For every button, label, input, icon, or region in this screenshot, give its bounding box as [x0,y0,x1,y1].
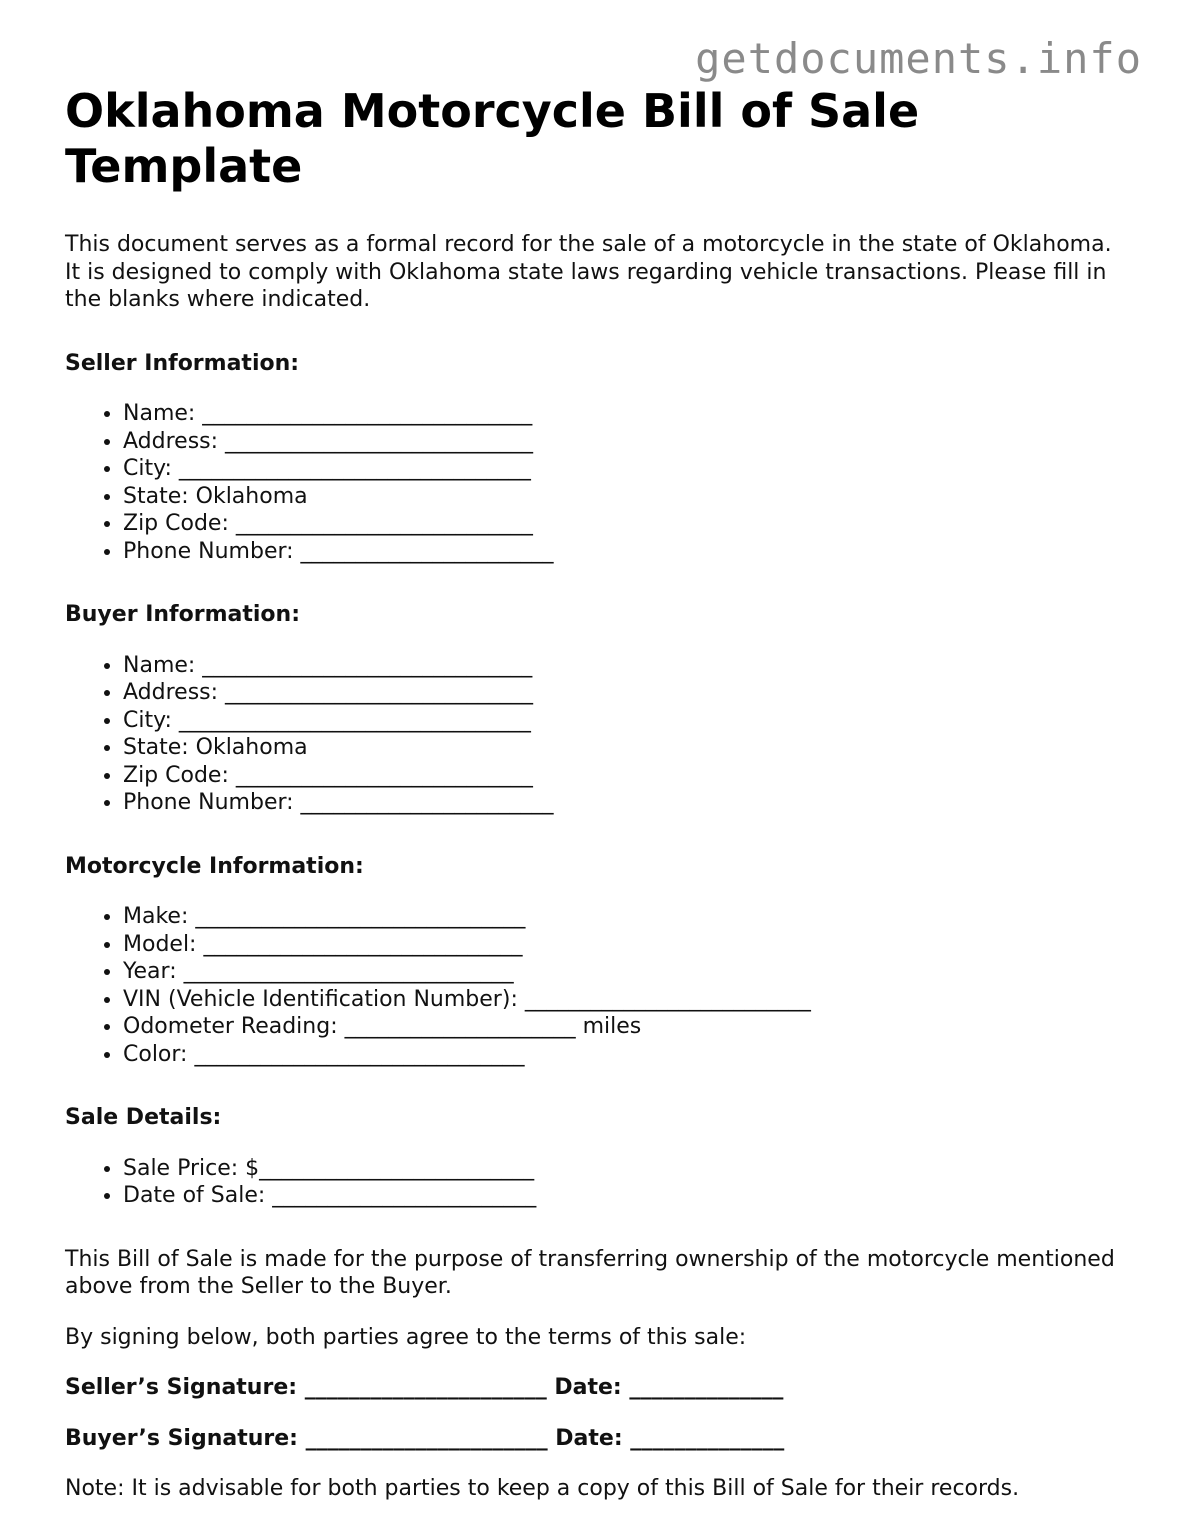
buyer-city-field: • City: ________________________________ [123,707,1125,735]
buyer-name-field: • Name: ______________________________ [123,652,1125,680]
motorcycle-list [65,903,1125,1068]
buyer-state-field: • State: Oklahoma [123,734,1125,762]
note-paragraph: Note: It is advisable for both parties to keep a copy of this Bill of Sale for their records. [65,1476,1020,1501]
buyer-phone-field: • Phone Number: _______________________ [123,789,1125,817]
watermark: getdocuments.info [695,34,1142,83]
sale-heading: Sale Details: [65,1105,222,1130]
sale-date-field: • Date of Sale: ________________________ [123,1182,1125,1210]
seller-phone-field: • Phone Number: _______________________ [123,538,1125,566]
seller-state-field: • State: Oklahoma [123,483,1125,511]
buyer-list [65,652,1125,817]
seller-zip-field: • Zip Code: ___________________________ [123,510,1125,538]
sale-list [65,1155,1125,1210]
buyer-zip-field: • Zip Code: ___________________________ [123,762,1125,790]
seller-city-field: • City: ________________________________ [123,455,1125,483]
motorcycle-odometer-field: • Odometer Reading: _____________________ miles [123,1013,1125,1041]
closing-paragraph: This Bill of Sale is made for the purpose of transferring ownership of the motorcycle mentioned above from the Seller to the Buyer. [65,1246,1115,1299]
motorcycle-vin-field: • VIN (Vehicle Identification Number): __________________________ [123,986,1125,1014]
motorcycle-heading: Motorcycle Information: [65,853,364,879]
seller-heading: Seller Information: [65,350,300,376]
sale-price-field: • Sale Price: $_________________________ [123,1155,1125,1183]
seller-list [65,400,1125,565]
motorcycle-year-field: • Year: ______________________________ [123,958,1125,986]
motorcycle-make-field: • Make: ______________________________ [123,903,1125,931]
buyer-signature-line: Buyer’s Signature: ______________________ Date: ______________ [65,1425,785,1451]
motorcycle-color-field: • Color: ______________________________ [123,1041,1125,1069]
seller-signature-line: Seller’s Signature: ______________________ Date: ______________ [65,1375,784,1400]
document-body [65,84,1125,1503]
motorcycle-model-field: • Model: _____________________________ [123,931,1125,959]
agreement-paragraph: By signing below, both parties agree to the terms of this sale: [65,1324,747,1350]
seller-name-field: • Name: ______________________________ [123,400,1125,428]
document-title: Oklahoma Motorcycle Bill of Sale Template [65,84,920,193]
intro-paragraph: This document serves as a formal record for the sale of a motorcycle in the state of Oklahoma. It is designed to comply with Oklahoma state laws regarding vehicle transactions. Please fill in the blanks where indicated. [65,232,1112,312]
buyer-address-field: • Address: ____________________________ [123,679,1125,707]
seller-address-field: • Address: ____________________________ [123,428,1125,456]
buyer-heading: Buyer Information: [65,602,300,627]
